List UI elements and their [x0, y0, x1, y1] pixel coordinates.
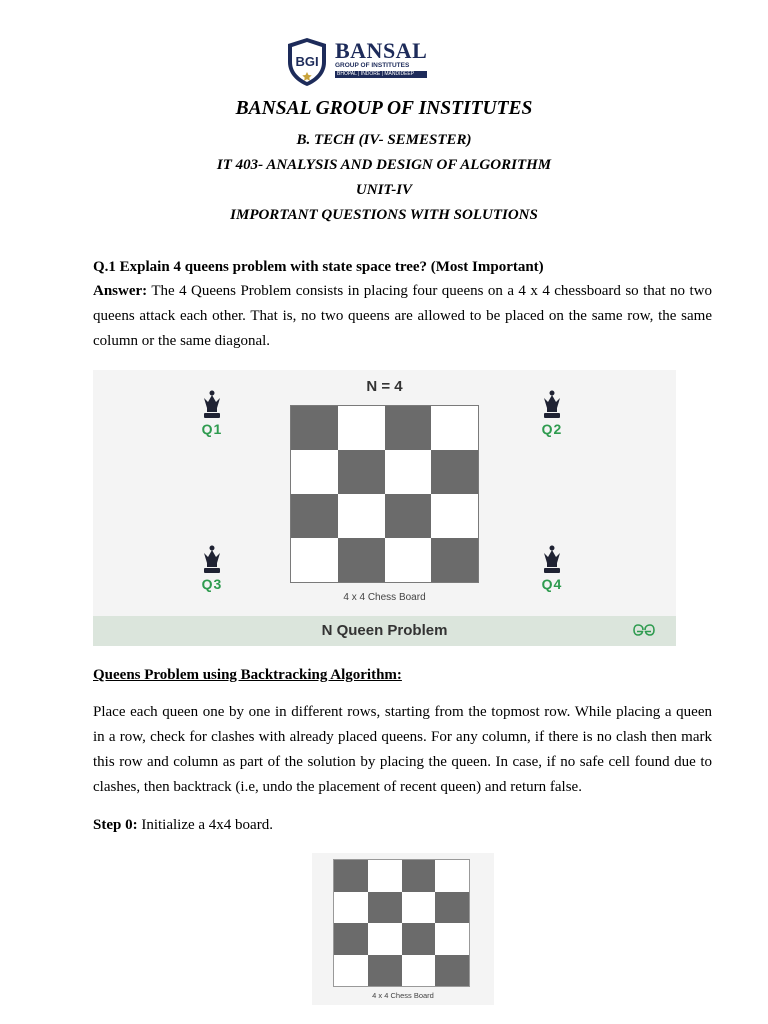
board-cell	[435, 892, 469, 924]
board-cell	[385, 450, 432, 494]
board-cell	[385, 538, 432, 582]
queen-q3	[197, 545, 227, 592]
logo-brand: BANSAL	[335, 38, 428, 63]
answer-paragraph	[93, 279, 712, 354]
answer-text: The 4 Queens Problem consists in placing four queens on a 4 x 4 chessboard so that no two queens attack each other. That is, no two queens are allowed to be placed on the same row, the same column or the same diagonal.	[93, 283, 712, 349]
board-cell	[435, 955, 469, 987]
queen-q1	[197, 390, 227, 437]
chess-queen-icon	[541, 390, 563, 420]
board-cell	[402, 923, 436, 955]
board-cell	[368, 955, 402, 987]
board-cell	[334, 860, 368, 892]
board-cell	[338, 494, 385, 538]
step-0-label: Step 0:	[93, 817, 138, 833]
board-caption: 4 x 4 Chess Board	[343, 592, 426, 603]
queen-label-q2: Q2	[541, 421, 563, 437]
board-cell	[368, 860, 402, 892]
queen-q2	[537, 390, 567, 437]
unit-title: UNIT-IV	[355, 182, 413, 198]
figure-n-label: N = 4	[366, 378, 403, 395]
board-caption-2: 4 x 4 Chess Board	[372, 991, 434, 1000]
board-cell	[291, 538, 338, 582]
queen-label-q3: Q3	[201, 576, 223, 592]
board-cell	[368, 923, 402, 955]
gfg-logo-icon	[633, 623, 655, 637]
board-cell	[402, 955, 436, 987]
board-cell	[368, 892, 402, 924]
logo-monogram: BGI	[295, 54, 319, 69]
board-cell	[291, 494, 338, 538]
board-cell	[334, 923, 368, 955]
step-0-text: Initialize a 4x4 board.	[137, 817, 273, 833]
chess-board	[290, 405, 479, 583]
step-0	[93, 813, 712, 838]
program-title: B. TECH (IV- SEMESTER)	[296, 132, 472, 148]
backtracking-paragraph: Place each queen one by one in different rows, starting from the topmost row. While placing a queen in a row, check for clashes with already placed queens. For any column, if there is no clash then mark this row and column as part of the solution by placing the queen. In case, if no safe cell found due to clashes, then backtrack (i.e, undo the placement of recent queen) and return false.	[93, 704, 712, 795]
board-cell	[435, 923, 469, 955]
board-cell	[431, 406, 478, 450]
queen-label-q4: Q4	[541, 576, 563, 592]
backtracking-heading: Queens Problem using Backtracking Algorithm:	[93, 667, 402, 683]
board-cell	[385, 494, 432, 538]
board-cell	[334, 892, 368, 924]
board-cell	[431, 538, 478, 582]
empty-board-figure	[312, 853, 494, 1005]
board-cell	[431, 494, 478, 538]
board-cell	[435, 860, 469, 892]
course-title: IT 403- ANALYSIS AND DESIGN OF ALGORITHM	[216, 157, 552, 173]
answer-label: Answer:	[93, 283, 148, 299]
queen-label-q1: Q1	[201, 421, 223, 437]
board-cell	[338, 450, 385, 494]
institute-title: BANSAL GROUP OF INSTITUTES	[235, 98, 533, 119]
queen-q4	[537, 545, 567, 592]
chess-queen-icon	[201, 390, 223, 420]
board-cell	[291, 450, 338, 494]
n-queen-figure	[93, 370, 676, 646]
figure-banner	[93, 616, 676, 646]
chess-board-empty	[333, 859, 470, 987]
banner-title: N Queen Problem	[321, 622, 448, 639]
logo-subtitle: GROUP OF INSTITUTES	[335, 62, 410, 69]
chess-queen-icon	[201, 545, 223, 575]
board-cell	[338, 538, 385, 582]
board-cell	[338, 406, 385, 450]
board-cell	[291, 406, 338, 450]
logo-locations: BHOPAL | INDORE | MANDIDEEP	[335, 71, 427, 78]
question-1: Q.1 Explain 4 queens problem with state space tree? (Most Important)	[93, 259, 544, 275]
institute-logo	[285, 36, 428, 88]
board-cell	[334, 955, 368, 987]
board-cell	[402, 892, 436, 924]
shield-icon	[285, 36, 329, 88]
board-cell	[402, 860, 436, 892]
document-subtitle: IMPORTANT QUESTIONS WITH SOLUTIONS	[230, 207, 538, 223]
board-cell	[385, 406, 432, 450]
board-cell	[431, 450, 478, 494]
chess-queen-icon	[541, 545, 563, 575]
